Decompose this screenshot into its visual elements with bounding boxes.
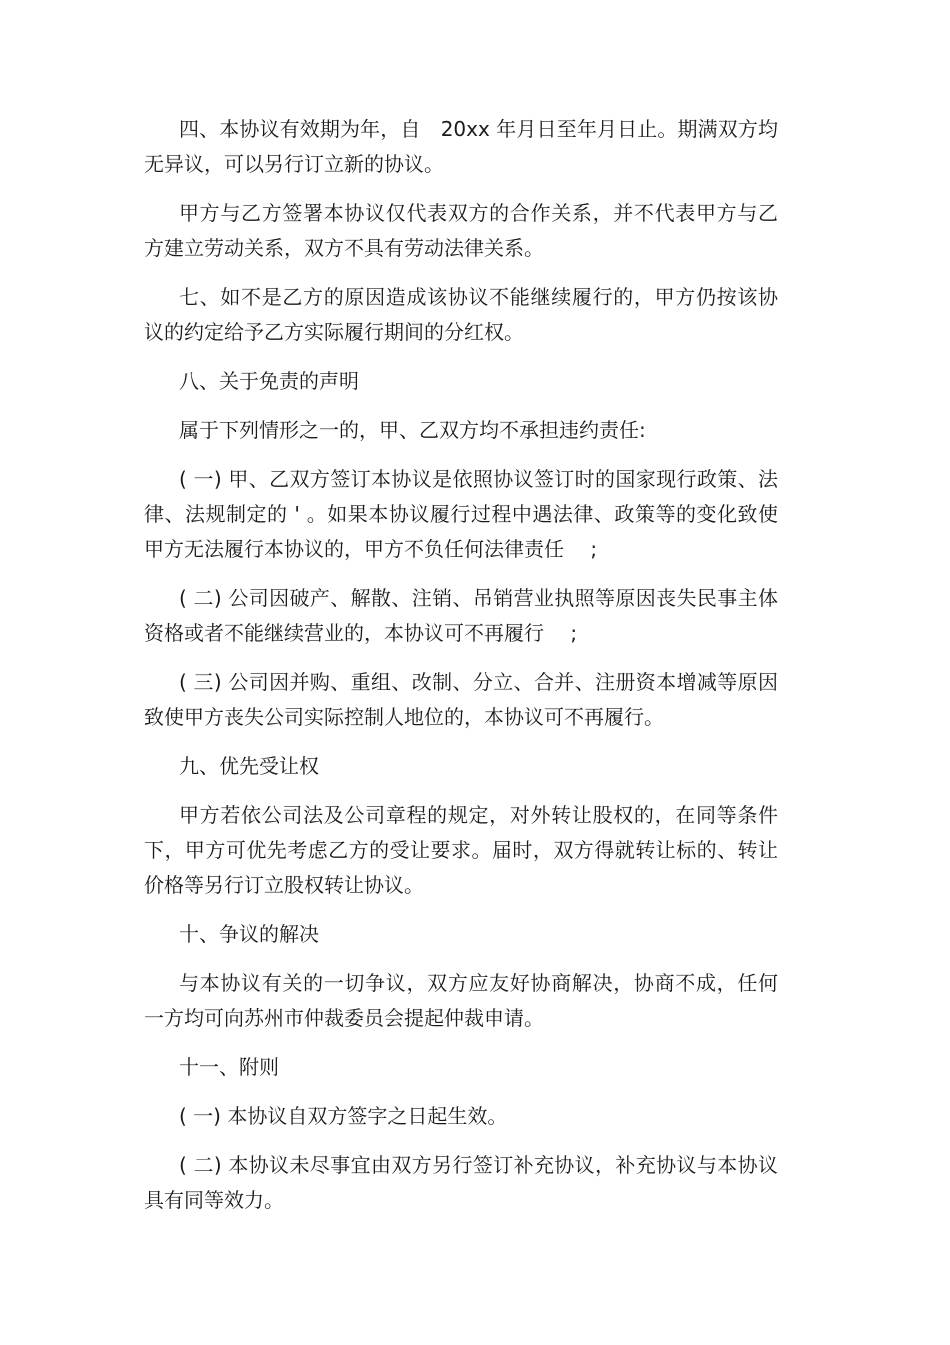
heading-supplementary: 十一、附则 <box>179 1055 279 1079</box>
paragraph-preemptive-right: 甲方若依公司法及公司章程的规定，对外转让股权的，在同等条件下，甲方可优先考虑乙方的受让要求。届时，双方得就转让标的、转让价格等另行订立股权转让协议。 <box>144 803 778 897</box>
paragraph-dispute-resolution: 与本协议有关的一切争议，双方应友好协商解决，协商不成，任何一方均可向苏州市仲裁委员会提起仲裁申请。 <box>144 971 778 1030</box>
disclaimer-item-2: ( 二) 公司因破产、解散、注销、吊销营业执照等原因丧失民事主体资格或者不能继续营业的，本协议可不再履行 ; <box>144 586 778 645</box>
disclaimer-item-1: ( 一) 甲、乙双方签订本协议是依照协议签订时的国家现行政策、法律、法规制定的 ' 。如果本协议履行过程中遇法律、政策等的变化致使甲方无法履行本协议的，甲方不负任何法律责任 ; <box>144 467 778 561</box>
clause-validity-period: 四、本协议有效期为年，自 20xx 年月日至年月日止。期满双方均无异议，可以另行订立新的协议。 <box>144 117 778 176</box>
heading-disclaimer: 八、关于免责的声明 <box>179 369 359 393</box>
heading-preemptive-right: 九、优先受让权 <box>179 754 319 778</box>
supplementary-item-1: ( 一) 本协议自双方签字之日起生效。 <box>179 1104 508 1128</box>
paragraph-disclaimer-intro: 属于下列情形之一的，甲、乙双方均不承担违约责任: <box>179 418 646 442</box>
paragraph-relationship: 甲方与乙方签署本协议仅代表双方的合作关系，并不代表甲方与乙方建立劳动关系，双方不具有劳动法律关系。 <box>144 201 778 260</box>
supplementary-item-2: ( 二) 本协议未尽事宜由双方另行签订补充协议，补充协议与本协议具有同等效力。 <box>144 1153 778 1212</box>
disclaimer-item-3: ( 三) 公司因并购、重组、改制、分立、合并、注册资本增减等原因致使甲方丧失公司实际控制人地位的，本协议可不再履行。 <box>144 670 778 729</box>
heading-dispute-resolution: 十、争议的解决 <box>179 922 319 946</box>
clause-seven: 七、如不是乙方的原因造成该协议不能继续履行的，甲方仍按该协议的约定给予乙方实际履行期间的分红权。 <box>144 285 778 344</box>
document-body <box>144 112 778 1232</box>
